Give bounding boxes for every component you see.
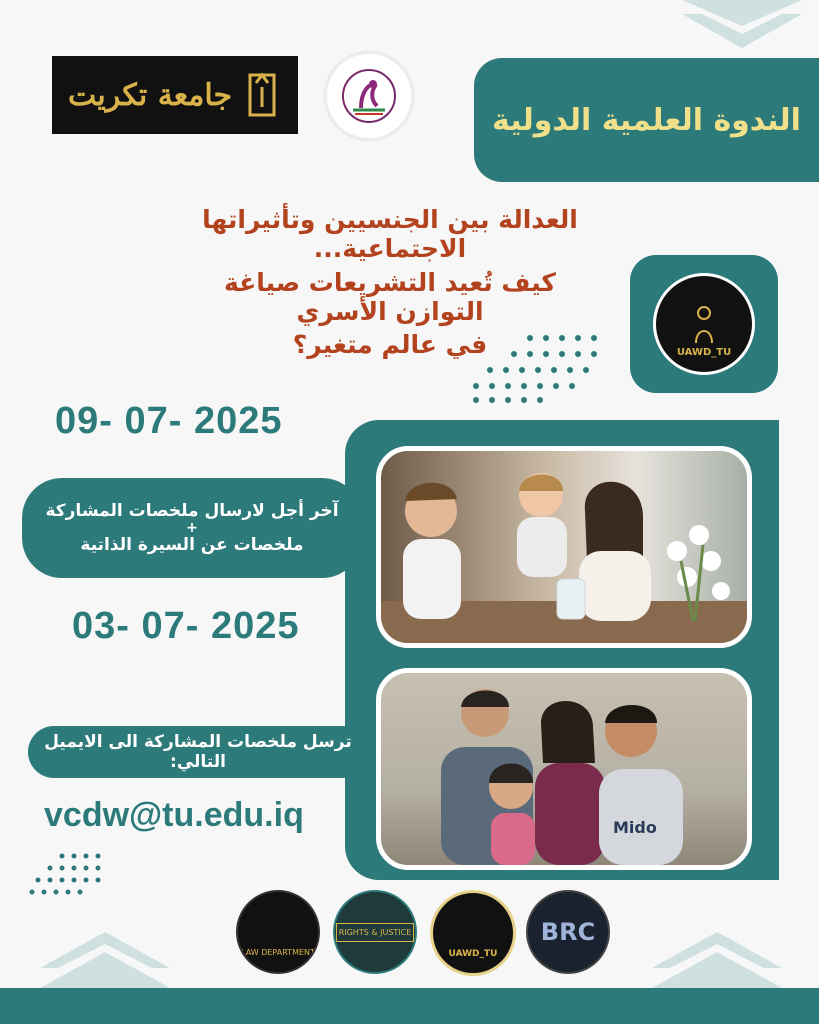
- family-photo-1: [376, 446, 752, 648]
- brc-label: BRC: [540, 918, 596, 946]
- law-department-label: LAW DEPARTMENT: [241, 947, 315, 957]
- uawd-logo-label: UAWD_TU: [676, 347, 732, 358]
- uawd-footer-label: UAWD_TU: [448, 949, 498, 959]
- rights-justice-logo: [333, 890, 417, 974]
- law-department-logo: [236, 890, 320, 974]
- headline-line-2: كيف تُعيد التشريعات صياغة التوازن الأسري: [224, 268, 556, 326]
- brc-logo: [526, 890, 610, 974]
- uawd-logo: [653, 273, 755, 375]
- deadline-plus: +: [186, 520, 198, 536]
- tikrit-emblem-icon: [242, 65, 282, 125]
- bottom-bar: [0, 988, 819, 1024]
- shirt-text: Mido: [613, 818, 657, 837]
- tikrit-university-logo: [52, 56, 298, 134]
- decorative-chevrons-bottom-left: [40, 922, 170, 988]
- event-date: 09- 07- 2025: [55, 400, 283, 442]
- decorative-dot-grid-middle: [470, 332, 600, 404]
- email-instruction-text: ترسل ملخصات المشاركة الى الايميل التالي:: [44, 732, 352, 772]
- uawd-logo-box: [630, 255, 778, 393]
- event-title-banner: [474, 58, 819, 182]
- woman-figure-icon: [684, 303, 724, 347]
- uawd-footer-logo: [430, 890, 516, 976]
- decorative-dot-grid-bottom: [28, 852, 110, 898]
- ministry-logo: [325, 52, 413, 140]
- family-photo-2: [376, 668, 752, 870]
- deadline-line-1: آخر أجل لارسال ملخصات المشاركة: [45, 501, 339, 521]
- tikrit-logo-text: جامعة تكريت: [67, 77, 233, 113]
- rights-justice-label: RIGHTS & JUSTICE: [336, 923, 415, 942]
- email-instruction-pill: [28, 726, 368, 778]
- women-affairs-emblem-icon: [339, 66, 399, 126]
- family-photo-2-illustration: [381, 673, 747, 865]
- headline-line-1: العدالة بين الجنسيين وتأثيراتها الاجتماعية...: [202, 205, 578, 263]
- contact-email[interactable]: vcdw@tu.edu.iq: [44, 796, 304, 834]
- family-photo-1-illustration: [381, 451, 747, 643]
- event-title: الندوة العلمية الدولية: [492, 102, 801, 138]
- deadline-pill: [22, 478, 362, 578]
- deadline-line-2: ملخصات عن السيرة الذاتية: [80, 535, 304, 555]
- headline-line-3: في عالم متغير؟: [292, 330, 488, 359]
- decorative-chevrons-bottom-right: [652, 922, 782, 988]
- deadline-date: 03- 07- 2025: [72, 605, 300, 647]
- decorative-chevrons-top: [682, 0, 802, 52]
